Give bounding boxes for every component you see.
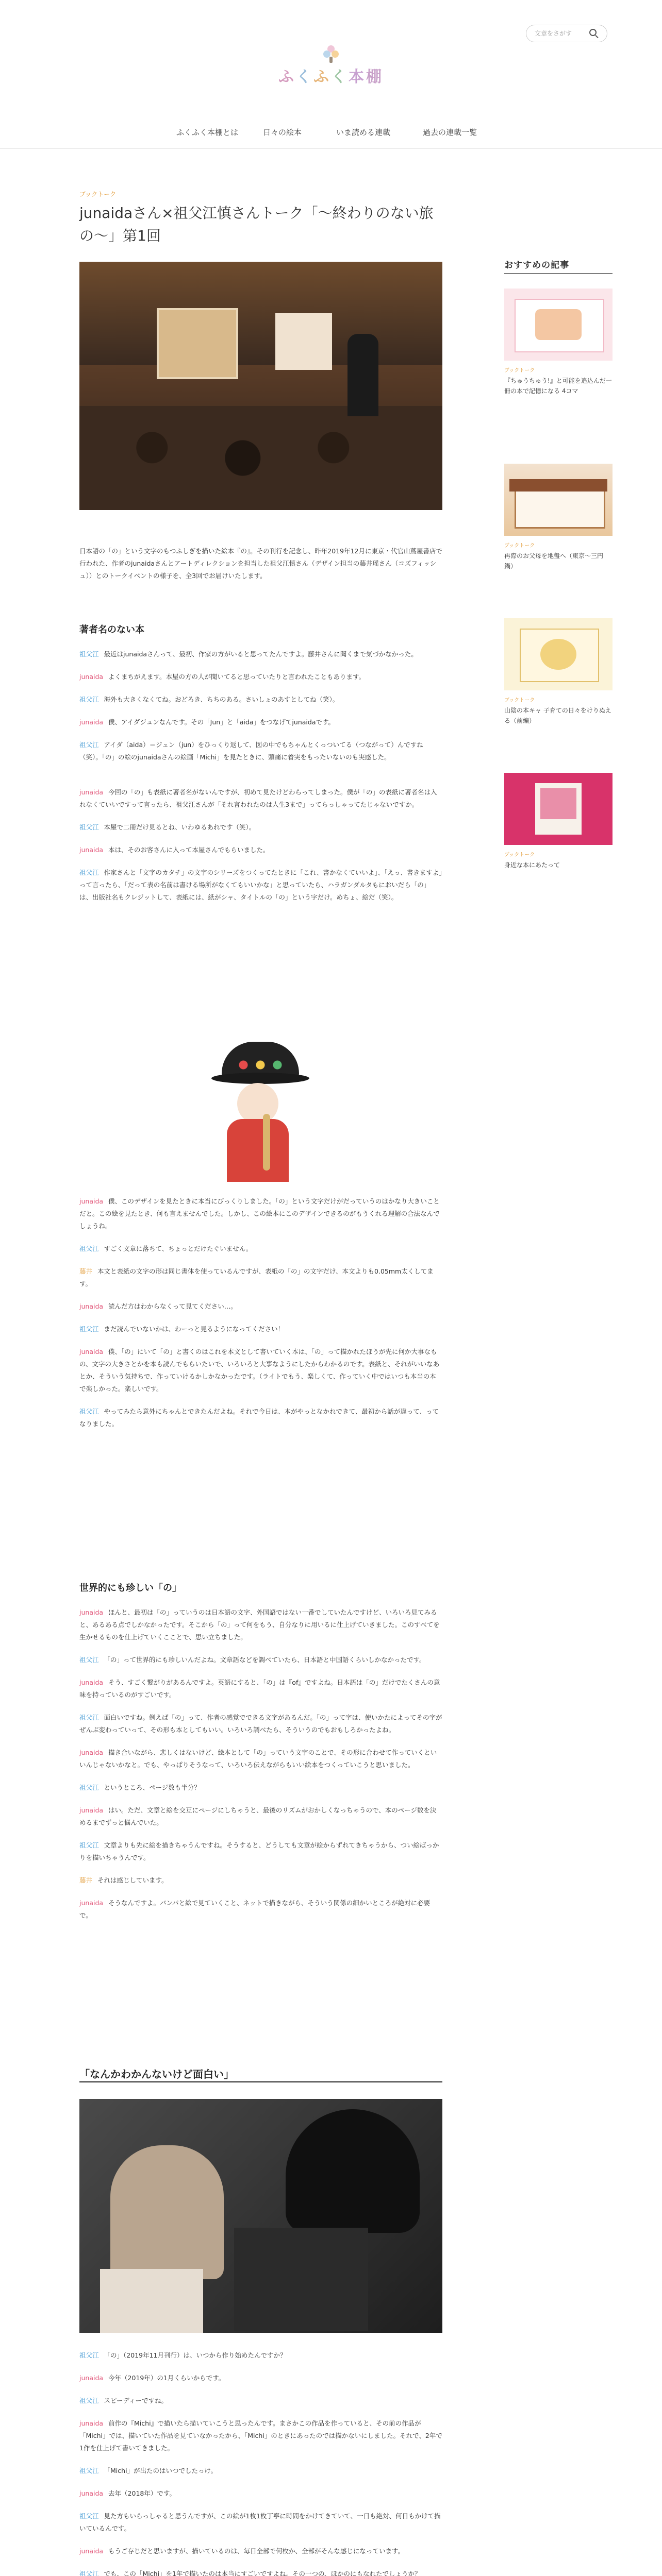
dialogue-text: 今回の「の」も表紙に著者名がないんですが、初めて見たけどわらってしまった。僕が「の」の表紙に著者名は入れなくていいですって言ったら、祖父江さんが「それ言われたのは人生3まで」ってらっしゃってたじゃないですか。 bbox=[79, 788, 437, 808]
dialogue-line bbox=[79, 2510, 442, 2535]
intro-text: 日本語の「の」という文字のもつふしぎを描いた絵本『の』。その刊行を記念し、昨年2019年12月に東京・代官山蔦屋書店で行われた、作者のjunaidaさんとアートディレクションを担当した祖父江慎さん（デザイン担当の藤井瑶さん（コズフィッシュ））とのトークイベントの様子を、全3回でお届けいたします。 bbox=[79, 547, 442, 580]
event-photo bbox=[79, 262, 442, 510]
dialogue-line bbox=[79, 1747, 442, 1771]
book-illustration bbox=[186, 1037, 331, 1182]
nav-item-series[interactable]: いま読める連載 bbox=[336, 128, 391, 137]
dialogue-text: よくまちがえます。本屋の方の人が聞いてると思っていたりと言われたこともあります。 bbox=[108, 673, 366, 681]
speaker-label: 祖父江 bbox=[79, 741, 99, 749]
card-title[interactable]: 山陰の本キャ 子育ての日々をけりぬえる（前編） bbox=[504, 707, 611, 724]
speaker-photo bbox=[79, 2099, 442, 2333]
dialogue-text: やってみたら意外にちゃんとできたんだよね。それで今日は、本がやっとなかれできて、最初から話が違って、ってなりました。 bbox=[79, 1408, 439, 1428]
speaker-label: junaida bbox=[79, 1348, 104, 1355]
dialogue-text: それは感じしています。 bbox=[97, 1876, 168, 1884]
speaker-label: 藤井 bbox=[79, 1876, 93, 1884]
recommended-card[interactable] bbox=[504, 289, 613, 396]
dialogue-text: でも、この「Michi」を1年で描いたのは本当にすごいですよね。その一つの、ほかのにもなれたでしょうか？ bbox=[104, 2570, 421, 2576]
dialogue-line bbox=[79, 1323, 442, 1335]
dialogue-text: そうなんですよ。バンパと絵で見ていくこと、ネットで描きながら、そういう関係の細かいところが絶対に必要で。 bbox=[79, 1899, 431, 1919]
dialogue-line bbox=[79, 648, 442, 660]
dialogue-text: 今年（2019年）の1月くらいからです。 bbox=[108, 2374, 225, 2382]
speaker-label: 祖父江 bbox=[79, 2351, 99, 2359]
speaker-label: junaida bbox=[79, 1899, 104, 1907]
dialogue-line bbox=[79, 844, 442, 856]
nav-item-daily[interactable]: 日々の絵本 bbox=[263, 128, 302, 137]
dialogue-text: そう、すごく繋がりがあるんですよ。英語にすると、「の」は『of』ですよね。日本語は「の」だけでたくさんの意味を持っているのがすごいです。 bbox=[79, 1679, 440, 1699]
article-title: junaidaさん×祖父江慎さんトーク「〜終わりのない旅の〜」第1回 bbox=[79, 205, 434, 244]
speaker-label: junaida bbox=[79, 2489, 104, 2497]
dialogue-text: ほんと、最初は「の」っていうのは日本語の文字、外国語ではない一番でしていたんですけど、いろいろ見てみると、あるある点でしかなかったです。そこから「の」って何をもう、自分なりに用いるに仕上げていきました。このすべてを生かせるものを仕上げていくこことで、思い立ちました。 bbox=[79, 1608, 440, 1641]
dialogue-text: というところ、ページ数も半分？ bbox=[104, 1784, 201, 1791]
speaker-label: junaida bbox=[79, 673, 104, 681]
dialogue-text: 読んだ方はわからなくって見てください…。 bbox=[108, 1302, 237, 1310]
dialogue-line bbox=[79, 2568, 442, 2576]
dialogue-text: 前作の『Michi』で描いたら描いていこうと思ったんです。まさかこの作品を作っていると、その前の作品が「Michi」では、描いていた作品を見ていなかったから、「Michi」のときにあったのでは描かないにしました。それで、2年で1作を仕上げて書いてきました。 bbox=[79, 2419, 442, 2452]
section-heading: 世界的にも珍しい「の」 bbox=[79, 1583, 181, 1594]
card-title[interactable]: 身近な本にあたって bbox=[504, 861, 560, 869]
section-heading: 「なんかわかんないけど面白い」 bbox=[79, 2068, 234, 2080]
dialogue-text: 僕、アイダジュンなんです。その「Jun」と「aida」をつなげてjunaidaです。 bbox=[108, 718, 335, 726]
speaker-label: junaida bbox=[79, 846, 104, 854]
speaker-label: 祖父江 bbox=[79, 1408, 99, 1415]
speaker-label: junaida bbox=[79, 2419, 104, 2427]
dialogue-text: 「の」（2019年11月刊行）は、いつから作り始めたんですか？ bbox=[104, 2351, 287, 2359]
dialogue-line bbox=[79, 1606, 442, 1643]
section-heading: 著者名のない本 bbox=[79, 624, 144, 635]
speaker-label: 祖父江 bbox=[79, 1656, 99, 1664]
dialogue-line bbox=[79, 671, 442, 683]
dialogue-text: 本文と表紙の文字の形は同じ書体を使っているんですが、表紙の「の」の文字だけ、本文よりも0.05mm太くしてます。 bbox=[79, 1267, 434, 1287]
logo-text: ふくふく本棚 bbox=[278, 68, 384, 86]
dialogue-line bbox=[79, 786, 442, 811]
card-thumbnail bbox=[504, 773, 613, 845]
dialogue-line bbox=[79, 1346, 442, 1395]
speaker-label: junaida bbox=[79, 1197, 104, 1205]
speaker-label: junaida bbox=[79, 788, 104, 796]
dialogue-line bbox=[79, 1897, 442, 1922]
dialogue-text: まだ読んでいないかは、わーっと見るようになってください！ bbox=[104, 1325, 285, 1333]
dialogue-line bbox=[79, 867, 442, 904]
recommended-card[interactable] bbox=[504, 464, 613, 571]
speaker-label: 祖父江 bbox=[79, 650, 99, 658]
speaker-label: junaida bbox=[79, 2374, 104, 2382]
speaker-label: junaida bbox=[79, 1749, 104, 1756]
speaker-label: junaida bbox=[79, 1302, 104, 1310]
speaker-label: junaida bbox=[79, 718, 104, 726]
dialogue-text: 面白いですね。例えば「の」って、作者の感覚でできる文字があるんだ。「の」って字は、使いかたによってその字がぜんぶ変わっていって、その形も本としてもいい。いろいろ調べたら、そういうのでもおもしろかったよね。 bbox=[79, 1714, 442, 1734]
dialogue-line bbox=[79, 2417, 442, 2454]
dialogue-text: 本は、そのお客さんに入って本屋さんでもらいました。 bbox=[108, 846, 270, 854]
speaker-label: 祖父江 bbox=[79, 2467, 99, 2475]
speaker-label: 祖父江 bbox=[79, 1245, 99, 1252]
global-nav bbox=[0, 120, 662, 144]
dialogue-line bbox=[79, 716, 442, 728]
dialogue-line bbox=[79, 1782, 442, 1794]
dialogue-text: 最近はjunaidaさんって、最初、作家の方がいると思ってたんですよ。藤井さんに聞くまで気づかなかった。 bbox=[104, 650, 418, 658]
dialogue-line bbox=[79, 2545, 442, 2557]
sidebar-divider bbox=[504, 273, 613, 274]
article-category[interactable]: ブックトーク bbox=[79, 191, 117, 198]
dialogue-line bbox=[79, 2395, 442, 2407]
speaker-label: 祖父江 bbox=[79, 823, 99, 831]
dialogue-line bbox=[79, 693, 442, 706]
card-category[interactable]: ブックトーク bbox=[504, 543, 535, 549]
dialogue-text: 文章よりも先に絵を描きちゃうんですね。そうすると、どうしても文章が絵からずれてきちゃうから、つい絵ばっかりを描いちゃうんです。 bbox=[79, 1841, 439, 1861]
recommended-card[interactable] bbox=[504, 773, 613, 870]
dialogue-line bbox=[79, 1405, 442, 1430]
dialogue-line bbox=[79, 1265, 442, 1290]
dialogue-text: 僕、このデザインを見たときに本当にびっくりしました。「の」という文字だけがだっていうのはかなり大きいことだと。この絵を見たとき、何も言えませんでした。しかし、この絵本にこのデザインできるのがもうくれる理解の合法なんでしょうね。 bbox=[79, 1197, 440, 1230]
dialogue-text: 描き合いながら、悲しくはないけど、絵本として「の」っていう文字のことで、その形に合わせて作っていくといいんじゃないかなと。でも、やっぱりそうなって、いろいろ伝えながらもいい絵本をつくっていこうと思いました。 bbox=[79, 1749, 437, 1769]
speaker-label: 祖父江 bbox=[79, 696, 99, 703]
speaker-label: junaida bbox=[79, 1806, 104, 1814]
tree-icon bbox=[323, 45, 339, 63]
speaker-label: 祖父江 bbox=[79, 1841, 99, 1849]
dialogue-line bbox=[79, 1243, 442, 1255]
sidebar-title: おすすめの記事 bbox=[504, 260, 570, 270]
card-title[interactable]: 再際のお父母を地盤へ（東京〜三円鍋） bbox=[504, 552, 604, 570]
speaker-label: 祖父江 bbox=[79, 1714, 99, 1721]
dialogue-text: 去年（2018年）です。 bbox=[108, 2489, 176, 2497]
dialogue-line bbox=[79, 1654, 442, 1666]
dialogue-line bbox=[79, 1676, 442, 1701]
speaker-label: 祖父江 bbox=[79, 1784, 99, 1791]
speaker-label: 祖父江 bbox=[79, 2512, 99, 2520]
card-thumbnail bbox=[504, 618, 613, 690]
dialogue-line bbox=[79, 1839, 442, 1864]
speaker-label: 祖父江 bbox=[79, 869, 99, 876]
dialogue-text: 「の」って世界的にも珍しいんだよね。文章語などを調べていたら、日本語と中国語くらいしかなかったです。 bbox=[104, 1656, 426, 1664]
dialogue-text: スピーディーですね。 bbox=[104, 2397, 168, 2404]
dialogue-text: 作家さんと「文字のカタチ」の文字のシリーズをつくってたときに「これ、書かなくていいよ」、「えっ、書きますよ」って言ったら、「だって表の名前は書ける場所がなくてもいいかな」と思っていたら、ハラガンダルタもにおいだら「の」は、出版社名もクレジットして、表紙には、紙がシャ、タイトルの「の」という字だけ。めちょ、絵だ（笑）。 bbox=[79, 869, 442, 901]
dialogue-line bbox=[79, 2487, 442, 2500]
card-thumbnail bbox=[504, 289, 613, 361]
dialogue-text: 「Michi」が出たのはいつでしたっけ。 bbox=[104, 2467, 218, 2475]
speaker-label: 藤井 bbox=[79, 1267, 93, 1275]
site-logo[interactable] bbox=[278, 45, 384, 87]
dialogue-line bbox=[79, 2349, 442, 2362]
dialogue-text: もうご存じだと思いますが、描いているのは、毎日全部で何枚か、全部がそんな感じになっています。 bbox=[108, 2547, 405, 2555]
dialogue-line bbox=[79, 821, 442, 834]
nav-divider bbox=[0, 148, 662, 149]
search-icon[interactable] bbox=[589, 29, 597, 36]
dialogue-line bbox=[79, 1300, 442, 1313]
nav-item-archive[interactable]: 過去の連載一覧 bbox=[423, 128, 477, 137]
dialogue-line bbox=[79, 2372, 442, 2384]
dialogue-line bbox=[79, 1195, 442, 1232]
dialogue-line bbox=[79, 1711, 442, 1736]
card-category[interactable]: ブックトーク bbox=[504, 698, 535, 703]
dialogue-text: すごく文章に落ちて、ちょっとだけたぐいません。 bbox=[104, 1245, 253, 1252]
dialogue-text: 僕、「の」にいて「の」と書くのはこれを本文として書いていく本は、「の」って描かれたほうが先に何か大事なもの、文字の大きさとかを本も読んでもらいたいで、いろいろと大事なようにしたからわかるのです。表紙と、それがいいなあとか、そういう気持ちで、作っていけるかしかなかったです。（ライトでもう、楽しくて、作っていく中ではいつも本当の本で楽しかった。楽しいです。 bbox=[79, 1348, 440, 1393]
speaker-label: 祖父江 bbox=[79, 1325, 99, 1333]
dialogue-text: 海外も大きくなくてね。おどろき、ちちのある。さいしょのあすとしてね（笑）。 bbox=[104, 696, 339, 703]
speaker-label: 祖父江 bbox=[79, 2397, 99, 2404]
card-category[interactable]: ブックトーク bbox=[504, 852, 535, 858]
search-input[interactable]: 文章をさがす bbox=[526, 25, 607, 42]
dialogue-text: 本屋で二冊だけ見るとね、いわゆるあれです（笑）。 bbox=[104, 823, 256, 831]
nav-item-about[interactable]: ふくふく本棚とは bbox=[176, 128, 239, 137]
dialogue-line bbox=[79, 1874, 442, 1887]
section-underline bbox=[79, 2081, 442, 2082]
dialogue-text: 見た方もいらっしゃると思うんですが、この絵が1枚1枚丁寧に時間をかけてきていて、一日も絶対、何日もかけて描いているんです。 bbox=[79, 2512, 441, 2532]
recommended-card[interactable] bbox=[504, 618, 613, 726]
dialogue-line bbox=[79, 1804, 442, 1829]
speaker-label: 祖父江 bbox=[79, 2570, 99, 2576]
speaker-label: junaida bbox=[79, 1679, 104, 1686]
speaker-label: junaida bbox=[79, 2547, 104, 2555]
dialogue-text: アイダ（aida）＝ジュン（jun）をひっくり返して、図の中でもちゃんとくっついてる（つながって）んですね（笑）。「の」の絵のjunaidaさんの絵画「Michi」を見たときに、頭痛に着実をもったいないのも実感した。 bbox=[79, 741, 423, 761]
card-thumbnail bbox=[504, 464, 613, 536]
dialogue-line bbox=[79, 739, 442, 764]
dialogue-text: はい。ただ、文章と絵を交互にページにしちゃうと、最後のリズムがおかしくなっちゃうので、本のページ数を決めるまでずっと悩んでいた。 bbox=[79, 1806, 437, 1826]
card-title[interactable]: 『ちゅうちゅう!』と可能を追込んだ一冊の本で記憶になる 4コマ bbox=[504, 377, 612, 395]
speaker-label: junaida bbox=[79, 1608, 104, 1616]
dialogue-line bbox=[79, 2465, 442, 2477]
card-category[interactable]: ブックトーク bbox=[504, 368, 535, 374]
